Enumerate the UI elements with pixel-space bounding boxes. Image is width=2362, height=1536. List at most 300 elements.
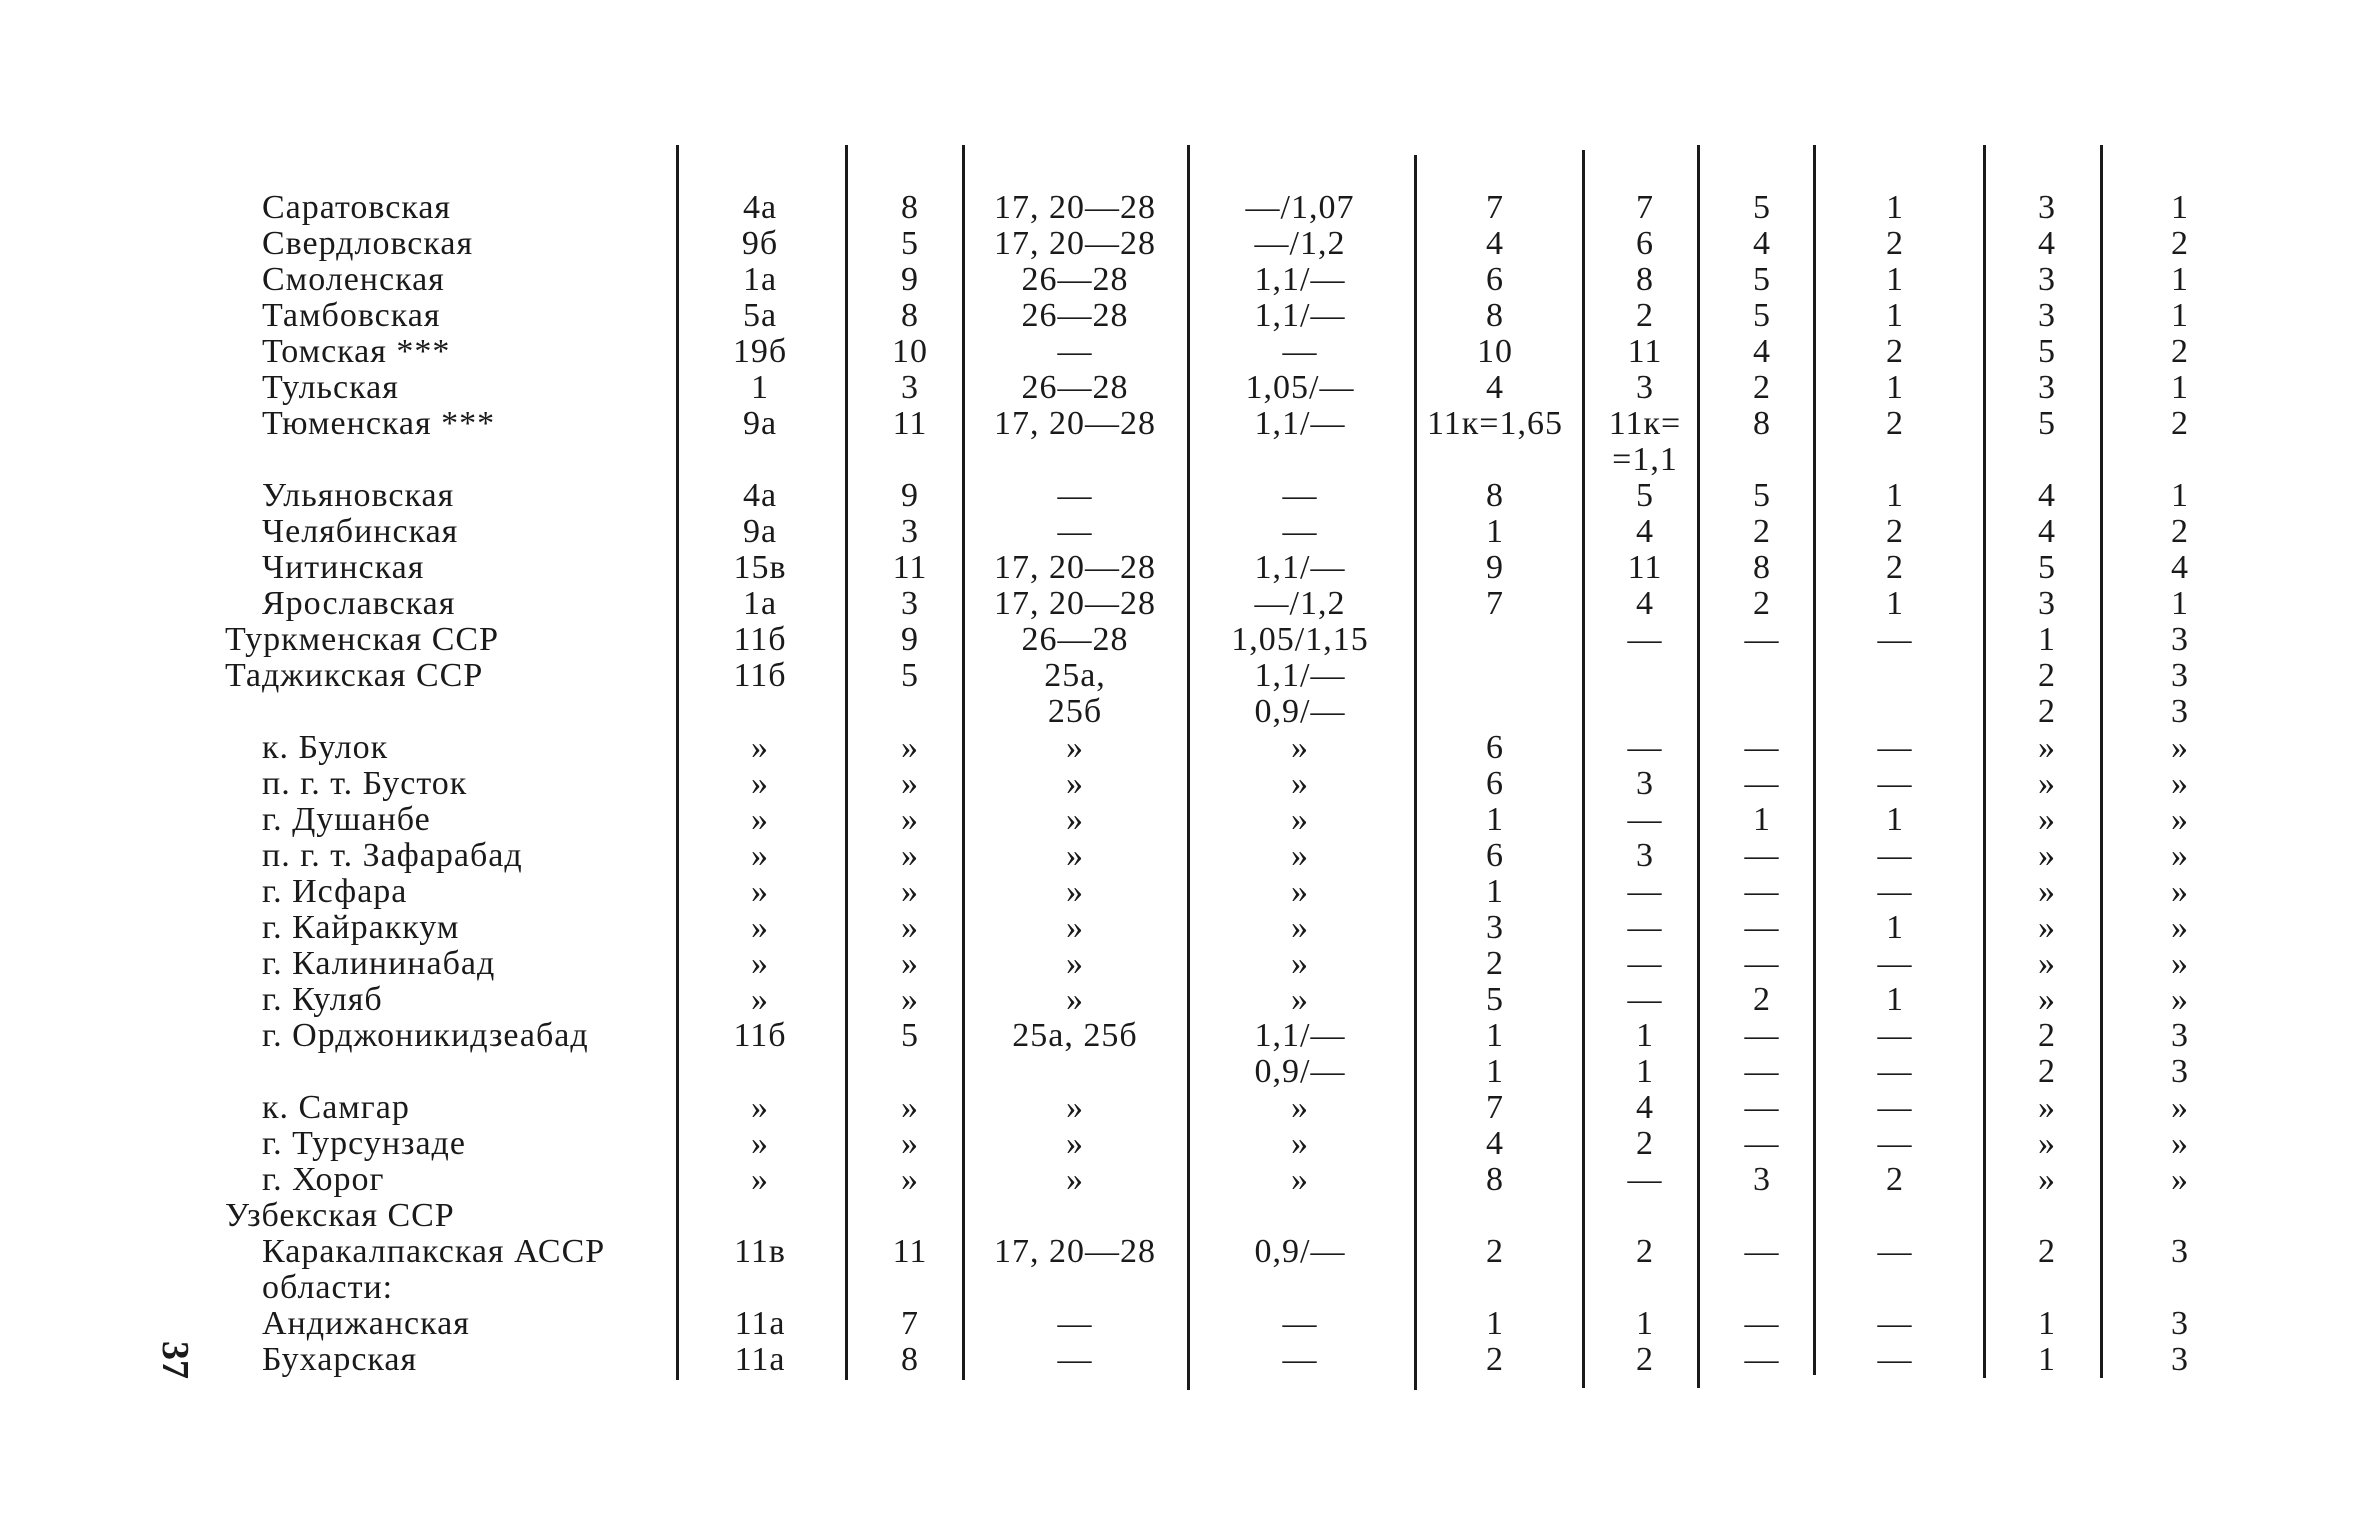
table-cell: 11б	[733, 1017, 787, 1054]
table-cell: 1	[1636, 1305, 1654, 1342]
table-row	[0, 1342, 2362, 1378]
table-cell: 17, 20—28	[994, 189, 1156, 226]
table-cell: 1	[1486, 1053, 1504, 1090]
table-cell: —	[1744, 1089, 1780, 1126]
table-cell: 3	[1753, 1161, 1771, 1198]
table-cell: —	[1282, 477, 1318, 514]
row-label: г. Хорог	[262, 1161, 385, 1198]
table-cell: 1	[2171, 297, 2189, 334]
table-cell: 3	[1636, 369, 1654, 406]
table-cell: —	[1877, 1089, 1913, 1126]
row-label: Тюменская ***	[262, 405, 496, 442]
table-row	[0, 226, 2362, 262]
table-cell: 9	[901, 621, 919, 658]
table-cell: »	[2171, 801, 2189, 838]
table-row	[0, 874, 2362, 910]
table-cell: 9	[901, 477, 919, 514]
table-cell: 3	[2038, 189, 2056, 226]
table-cell: 2	[1486, 1233, 1504, 1270]
table-cell: 2	[1753, 981, 1771, 1018]
table-cell: »	[901, 981, 919, 1018]
table-cell: 0,9/—	[1254, 693, 1346, 730]
table-row	[0, 262, 2362, 298]
table-cell: 5	[1753, 477, 1771, 514]
row-label: г. Калининабад	[262, 945, 496, 982]
table-cell: 1,1/—	[1254, 297, 1346, 334]
table-cell: —	[1744, 1017, 1780, 1054]
table-cell: 3	[2171, 1233, 2189, 1270]
table-cell: 1	[2038, 1305, 2056, 1342]
table-cell: 9а	[742, 513, 778, 550]
table-cell: —	[1744, 1305, 1780, 1342]
table-cell: 6	[1636, 225, 1654, 262]
table-cell: —	[1282, 513, 1318, 550]
table-cell: »	[1066, 1089, 1084, 1126]
table-cell: 25а,	[1044, 657, 1106, 694]
table-cell: »	[1066, 945, 1084, 982]
table-cell: 3	[2171, 657, 2189, 694]
table-row	[0, 838, 2362, 874]
table-cell: —	[1627, 729, 1663, 766]
row-label: Ульяновская	[262, 477, 455, 514]
table-cell: »	[2171, 1161, 2189, 1198]
table-cell: 5	[2038, 549, 2056, 586]
table-cell: 8	[1753, 549, 1771, 586]
table-cell: »	[2038, 981, 2056, 1018]
table-cell: 1	[1886, 261, 1904, 298]
table-cell: »	[1066, 981, 1084, 1018]
table-cell: »	[2171, 1089, 2189, 1126]
table-cell: »	[751, 981, 769, 1018]
row-label: г. Душанбе	[262, 801, 431, 838]
table-cell: —	[1282, 333, 1318, 370]
table-cell: 3	[901, 585, 919, 622]
table-row	[0, 1162, 2362, 1198]
table-cell: 1,1/—	[1254, 1017, 1346, 1054]
table-cell: »	[751, 801, 769, 838]
table-cell: 8	[1486, 1161, 1504, 1198]
table-cell: 5	[1636, 477, 1654, 514]
table-cell: —	[1877, 1341, 1913, 1378]
table-cell: 1	[1486, 513, 1504, 550]
table-cell: 11б	[733, 657, 787, 694]
table-cell: —	[1877, 837, 1913, 874]
table-cell: »	[751, 909, 769, 946]
table-cell: 1	[751, 369, 769, 406]
table-cell: »	[2171, 837, 2189, 874]
table-cell: 4	[2038, 225, 2056, 262]
table-cell: 7	[1486, 189, 1504, 226]
table-cell: 5	[1753, 297, 1771, 334]
table-cell: »	[901, 837, 919, 874]
table-cell: 9	[901, 261, 919, 298]
table-cell: »	[2171, 981, 2189, 1018]
table-cell: 7	[901, 1305, 919, 1342]
row-label: г. Исфара	[262, 873, 408, 910]
row-label: Саратовская	[262, 189, 452, 226]
table-cell: »	[751, 1125, 769, 1162]
table-cell: 7	[1486, 585, 1504, 622]
table-cell: »	[1291, 837, 1309, 874]
table-cell: 11а	[734, 1341, 786, 1378]
table-cell: »	[751, 945, 769, 982]
table-cell: 11б	[733, 621, 787, 658]
table-cell: 17, 20—28	[994, 225, 1156, 262]
table-row	[0, 802, 2362, 838]
table-cell: 11	[1627, 549, 1663, 586]
table-cell: 7	[1636, 189, 1654, 226]
table-cell: 4	[1486, 369, 1504, 406]
table-cell: 11	[892, 549, 928, 586]
table-cell: 1	[2038, 621, 2056, 658]
table-cell: —	[1744, 1053, 1780, 1090]
table-cell: 11	[892, 405, 928, 442]
table-cell: »	[2038, 729, 2056, 766]
table-cell: 8	[901, 1341, 919, 1378]
table-cell: 10	[1477, 333, 1513, 370]
table-cell: —	[1627, 621, 1663, 658]
table-cell: 7	[1486, 1089, 1504, 1126]
table-cell: 1	[2171, 585, 2189, 622]
table-cell: »	[1291, 1161, 1309, 1198]
table-cell: »	[1291, 765, 1309, 802]
table-cell: »	[2038, 1125, 2056, 1162]
table-cell: 4	[1636, 1089, 1654, 1126]
table-cell: 1	[1486, 1017, 1504, 1054]
table-cell: 26—28	[1021, 261, 1129, 298]
table-cell: 8	[901, 297, 919, 334]
table-cell: 17, 20—28	[994, 549, 1156, 586]
row-label: Свердловская	[262, 225, 474, 262]
table-cell: 5	[2038, 405, 2056, 442]
table-cell: 3	[2038, 261, 2056, 298]
table-cell: 5	[901, 1017, 919, 1054]
table-cell: 3	[2171, 621, 2189, 658]
table-cell: —/1,07	[1245, 189, 1355, 226]
table-cell: —	[1744, 1125, 1780, 1162]
table-cell: 11к=1,65	[1427, 405, 1563, 442]
table-cell: 9б	[741, 225, 779, 262]
table-row	[0, 1018, 2362, 1054]
table-cell: 11к=	[1608, 405, 1682, 442]
table-cell: 1	[2171, 477, 2189, 514]
table-cell: 10	[892, 333, 928, 370]
table-cell: 4	[2038, 513, 2056, 550]
table-cell: 2	[1636, 1341, 1654, 1378]
table-cell: 6	[1486, 261, 1504, 298]
table-cell: »	[2038, 909, 2056, 946]
row-label: Туркменская ССР	[225, 621, 499, 658]
table-cell: 4	[2038, 477, 2056, 514]
row-label: г. Турсунзаде	[262, 1125, 466, 1162]
table-cell: »	[901, 873, 919, 910]
table-cell: 8	[1636, 261, 1654, 298]
table-cell: 2	[2038, 657, 2056, 694]
table-cell: —	[1744, 1341, 1780, 1378]
row-label: Челябинская	[262, 513, 459, 550]
table-cell: —	[1057, 513, 1093, 550]
table-cell: 11в	[734, 1233, 786, 1270]
table-cell: —	[1744, 1233, 1780, 1270]
table-cell: 2	[1886, 225, 1904, 262]
table-row	[0, 766, 2362, 802]
table-cell: 26—28	[1021, 297, 1129, 334]
table-cell: 2	[2038, 693, 2056, 730]
table-cell: —	[1877, 1233, 1913, 1270]
row-label: п. г. т. Зафарабад	[262, 837, 523, 874]
table-cell: —	[1627, 945, 1663, 982]
table-cell: »	[901, 1089, 919, 1126]
table-cell: —	[1282, 1341, 1318, 1378]
table-cell: —	[1744, 765, 1780, 802]
table-cell: 4	[1753, 225, 1771, 262]
table-cell: 3	[1636, 837, 1654, 874]
table-cell: »	[2171, 729, 2189, 766]
table-cell: =1,1	[1612, 441, 1678, 478]
table-cell: »	[1066, 1125, 1084, 1162]
table-row	[0, 1306, 2362, 1342]
row-label: п. г. т. Бусток	[262, 765, 468, 802]
table-cell: »	[2038, 837, 2056, 874]
table-cell: —	[1744, 873, 1780, 910]
table-cell: »	[2038, 765, 2056, 802]
table-cell: 4	[1753, 333, 1771, 370]
table-cell: 1а	[742, 261, 778, 298]
table-cell: —	[1627, 1161, 1663, 1198]
table-cell: —	[1282, 1305, 1318, 1342]
table-cell: 4	[1486, 225, 1504, 262]
table-cell: 4	[1486, 1125, 1504, 1162]
table-cell: 26—28	[1021, 369, 1129, 406]
row-label: к. Самгар	[262, 1089, 410, 1126]
table-cell: 1	[2171, 369, 2189, 406]
row-label: Тамбовская	[262, 297, 441, 334]
table-row	[0, 1090, 2362, 1126]
table-cell: 5	[901, 657, 919, 694]
table-cell: 1	[1886, 909, 1904, 946]
table-row	[0, 910, 2362, 946]
table-cell: 2	[1636, 1125, 1654, 1162]
table-cell: 17, 20—28	[994, 585, 1156, 622]
table-cell: 11	[892, 1233, 928, 1270]
table-row	[0, 946, 2362, 982]
table-row	[0, 1198, 2362, 1234]
table-cell: —/1,2	[1254, 585, 1346, 622]
table-cell: 2	[2038, 1017, 2056, 1054]
table-cell: 0,9/—	[1254, 1053, 1346, 1090]
table-cell: 25б	[1047, 693, 1103, 730]
table-cell: 1,05/1,15	[1231, 621, 1369, 658]
table-row	[0, 1054, 2362, 1090]
table-cell: 4	[1636, 513, 1654, 550]
table-cell: 5	[2038, 333, 2056, 370]
row-label: Таджикская ССР	[225, 657, 484, 694]
table-cell: 2	[2038, 1053, 2056, 1090]
table-cell: »	[1066, 837, 1084, 874]
table-cell: »	[1066, 729, 1084, 766]
table-cell: 4а	[742, 477, 778, 514]
table-cell: 3	[1636, 765, 1654, 802]
table-cell: 11	[1627, 333, 1663, 370]
row-label: Бухарская	[262, 1341, 418, 1378]
row-label: Томская ***	[262, 333, 451, 370]
table-cell: 1	[1753, 801, 1771, 838]
table-cell: 1,05/—	[1245, 369, 1355, 406]
table-cell: 3	[901, 369, 919, 406]
row-label: г. Орджоникидзеабад	[262, 1017, 589, 1054]
row-label: области:	[262, 1269, 394, 1306]
table-cell: 5а	[742, 297, 778, 334]
table-cell: —	[1744, 837, 1780, 874]
table-cell: —	[1877, 1017, 1913, 1054]
table-row	[0, 190, 2362, 226]
table-cell: 1а	[742, 585, 778, 622]
table-cell: 3	[901, 513, 919, 550]
table-cell: »	[2038, 873, 2056, 910]
table-cell: —	[1057, 477, 1093, 514]
table-cell: —	[1877, 729, 1913, 766]
table-cell: »	[901, 729, 919, 766]
table-row	[0, 622, 2362, 658]
table-cell: 5	[1486, 981, 1504, 1018]
table-cell: 11а	[734, 1305, 786, 1342]
table-cell: 1	[1886, 585, 1904, 622]
table-cell: 1	[1886, 801, 1904, 838]
table-cell: 17, 20—28	[994, 1233, 1156, 1270]
table-row	[0, 1270, 2362, 1306]
table-cell: 2	[1886, 513, 1904, 550]
table-cell: 2	[1753, 513, 1771, 550]
table-cell: »	[1291, 1125, 1309, 1162]
table-cell: 3	[2038, 369, 2056, 406]
table-cell: »	[1066, 1161, 1084, 1198]
table-cell: 5	[1753, 261, 1771, 298]
table-cell: —	[1744, 909, 1780, 946]
table-cell: »	[2171, 909, 2189, 946]
row-label: г. Кайраккум	[262, 909, 460, 946]
table-cell: »	[1291, 981, 1309, 1018]
table-row	[0, 982, 2362, 1018]
row-label: Каракалпакская АССР	[262, 1233, 606, 1270]
table-cell: 1	[1486, 1305, 1504, 1342]
table-row	[0, 514, 2362, 550]
table-cell: 4	[1636, 585, 1654, 622]
table-row	[0, 1126, 2362, 1162]
table-cell: »	[1291, 909, 1309, 946]
table-cell: »	[1066, 873, 1084, 910]
table-cell: —	[1627, 801, 1663, 838]
table-cell: 1	[1636, 1053, 1654, 1090]
table-cell: 2	[1886, 405, 1904, 442]
table-cell: —	[1057, 1305, 1093, 1342]
table-cell: 25а, 25б	[1012, 1017, 1138, 1054]
table-cell: 2	[1886, 333, 1904, 370]
table-cell: »	[1291, 1089, 1309, 1126]
table-cell: —	[1744, 621, 1780, 658]
table-row	[0, 298, 2362, 334]
table-cell: »	[2171, 945, 2189, 982]
table-cell: »	[901, 909, 919, 946]
table-cell: —	[1744, 729, 1780, 766]
table-cell: »	[1066, 765, 1084, 802]
table-cell: »	[2038, 801, 2056, 838]
table-cell: »	[751, 729, 769, 766]
table-cell: 1	[2038, 1341, 2056, 1378]
table-cell: »	[901, 1125, 919, 1162]
row-label: Смоленская	[262, 261, 445, 298]
table-cell: 3	[2171, 1305, 2189, 1342]
table-cell: »	[2038, 1089, 2056, 1126]
table-cell: 2	[1486, 945, 1504, 982]
table-row	[0, 730, 2362, 766]
table-cell: —	[1057, 1341, 1093, 1378]
table-cell: 3	[2038, 585, 2056, 622]
table-cell: 2	[2038, 1233, 2056, 1270]
table-cell: 2	[2171, 513, 2189, 550]
table-cell: »	[2038, 1161, 2056, 1198]
table-cell: »	[751, 765, 769, 802]
table-row	[0, 586, 2362, 622]
table-cell: 8	[1753, 405, 1771, 442]
table-row	[0, 370, 2362, 406]
table-cell: 1	[1886, 297, 1904, 334]
table-cell: 3	[2171, 1341, 2189, 1378]
table-row	[0, 334, 2362, 370]
table-cell: »	[751, 837, 769, 874]
table-cell: 2	[1886, 549, 1904, 586]
table-cell: 1	[2171, 261, 2189, 298]
table-cell: 2	[1886, 1161, 1904, 1198]
table-cell: 2	[1753, 369, 1771, 406]
table-cell: 3	[2171, 693, 2189, 730]
table-cell: —	[1877, 621, 1913, 658]
table-cell: 2	[1486, 1341, 1504, 1378]
table-cell: —	[1877, 1125, 1913, 1162]
table-cell: 3	[1486, 909, 1504, 946]
table-cell: »	[2171, 873, 2189, 910]
table-cell: 6	[1486, 837, 1504, 874]
table-cell: 1	[1886, 369, 1904, 406]
table-cell: —	[1877, 765, 1913, 802]
table-row	[0, 550, 2362, 586]
table-cell: 1	[1486, 801, 1504, 838]
table-cell: »	[901, 801, 919, 838]
table-cell: 17, 20—28	[994, 405, 1156, 442]
row-label: Узбекская ССР	[225, 1197, 455, 1234]
table-cell: »	[1291, 801, 1309, 838]
table-cell: »	[751, 873, 769, 910]
table-cell: »	[1066, 801, 1084, 838]
table-cell: 1,1/—	[1254, 549, 1346, 586]
row-label: Андижанская	[262, 1305, 470, 1342]
table-cell: 9а	[742, 405, 778, 442]
table-row	[0, 406, 2362, 442]
table-cell: 2	[2171, 225, 2189, 262]
table-cell: »	[901, 1161, 919, 1198]
table-cell: 2	[1636, 297, 1654, 334]
table-cell: »	[2171, 1125, 2189, 1162]
table-cell: 4	[2171, 549, 2189, 586]
table-cell: —/1,2	[1254, 225, 1346, 262]
table-cell: —	[1877, 873, 1913, 910]
table-cell: »	[2038, 945, 2056, 982]
table-cell: 1	[1886, 189, 1904, 226]
table-cell: 8	[901, 189, 919, 226]
table-cell: 1	[1636, 1017, 1654, 1054]
table-cell: 15в	[733, 549, 787, 586]
table-cell: 6	[1486, 729, 1504, 766]
table-cell: 1	[2171, 189, 2189, 226]
